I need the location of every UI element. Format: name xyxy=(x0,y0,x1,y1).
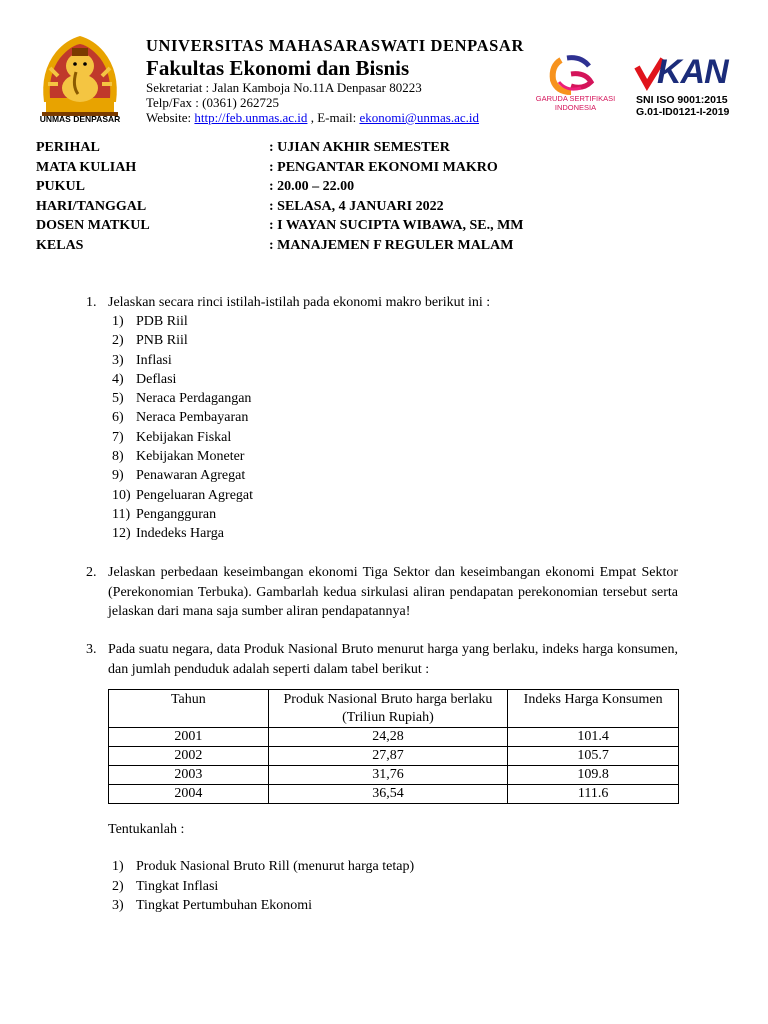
list-item-number: 12) xyxy=(112,526,131,542)
list-item xyxy=(112,896,414,916)
list-item-text: Penawaran Agregat xyxy=(136,468,246,484)
address: Sekretariat : Jalan Kamboja No.11A Denpasar 80223 xyxy=(146,80,422,95)
question-text: Jelaskan secara rinci istilah-istilah pada ekonomi makro berikut ini : xyxy=(108,295,491,310)
list-item xyxy=(112,466,253,485)
table-cell: 31,76 xyxy=(268,766,508,785)
list-item-text: Indedeks Harga xyxy=(136,526,224,542)
table-row xyxy=(109,728,679,747)
table-row xyxy=(109,747,679,766)
table-cell: 27,87 xyxy=(268,747,508,766)
website-label: Website: xyxy=(146,110,195,125)
info-row xyxy=(36,158,524,178)
column-header: Tahun xyxy=(109,690,269,728)
list-item-number: 8) xyxy=(112,449,124,465)
question-3-list xyxy=(112,857,414,916)
table-row xyxy=(109,766,679,785)
list-item-number: 2) xyxy=(112,333,124,349)
table-cell: 101.4 xyxy=(508,728,679,747)
info-label: KELAS xyxy=(36,237,84,253)
list-item-number: 4) xyxy=(112,371,124,387)
info-value: : UJIAN AKHIR SEMESTER xyxy=(269,140,450,155)
list-item xyxy=(112,524,253,543)
info-row xyxy=(36,197,524,217)
table-cell: 2001 xyxy=(109,728,269,747)
list-item xyxy=(112,486,253,505)
table-cell: 24,28 xyxy=(268,728,508,747)
list-item-text: Tingkat Inflasi xyxy=(136,878,219,894)
exam-info xyxy=(36,138,524,255)
list-item xyxy=(112,505,253,524)
list-item-number: 7) xyxy=(112,429,124,445)
list-item-number: 9) xyxy=(112,468,124,484)
question-1-list xyxy=(112,312,253,544)
info-label: MATA KULIAH xyxy=(36,159,137,175)
kan-text: KAN xyxy=(657,53,728,91)
table-cell: 2004 xyxy=(109,785,269,804)
question-text: Jelaskan perbedaan keseimbangan ekonomi Tiga Sektor dan keseimbangan ekonomi Empat Sektor (Perekonomian Terbuka). Gambarlah kedua sirkulasi aliran pendapatan perekonomian tersebut serta jelaskan dari mana saja sumber aliran pendapatannya! xyxy=(108,565,678,619)
list-item-number: 3) xyxy=(112,898,124,913)
table-header-row xyxy=(109,690,679,728)
list-item-number: 5) xyxy=(112,391,124,407)
info-value: : MANAJEMEN F REGULER MALAM xyxy=(269,237,514,253)
university-name: UNIVERSITAS MAHASARASWATI DENPASAR xyxy=(146,36,524,55)
table-cell: 111.6 xyxy=(508,785,679,804)
info-row xyxy=(36,177,524,197)
question-number: 3. xyxy=(86,642,97,657)
list-item-text: Tingkat Pertumbuhan Ekonomi xyxy=(136,898,313,913)
garuda-text xyxy=(523,94,628,112)
email-label: , E-mail: xyxy=(307,110,360,125)
list-item xyxy=(112,428,253,447)
faculty-name: Fakultas Ekonomi dan Bisnis xyxy=(146,56,410,80)
list-item-text: Pengangguran xyxy=(136,506,217,522)
list-item-number: 11) xyxy=(112,506,131,522)
list-item-text: Inflasi xyxy=(136,352,172,368)
info-row xyxy=(36,138,524,158)
contact-line xyxy=(146,110,479,126)
data-table xyxy=(108,689,679,804)
phone: Telp/Fax : (0361) 262725 xyxy=(146,95,280,110)
column-header: Produk Nasional Bruto harga berlaku (Triliun Rupiah) xyxy=(268,690,508,728)
question-text: Pada suatu negara, data Produk Nasional Bruto menurut harga yang berlaku, indeks harga konsumen, dan jumlah penduduk adalah seperti dalam tabel berikut : xyxy=(108,642,678,677)
info-label: PERIHAL xyxy=(36,140,100,155)
cert-line-2: G.01-ID0121-I-2019 xyxy=(636,106,730,118)
list-item xyxy=(112,857,414,877)
question-number: 1. xyxy=(86,295,97,310)
table-cell: 105.7 xyxy=(508,747,679,766)
cert-line-1: SNI ISO 9001:2015 xyxy=(636,94,728,106)
table-cell: 2002 xyxy=(109,747,269,766)
list-item-number: 1) xyxy=(112,314,124,329)
list-item xyxy=(112,408,253,427)
info-value: : PENGANTAR EKONOMI MAKRO xyxy=(269,159,498,175)
table-cell: 36,54 xyxy=(268,785,508,804)
info-label: HARI/TANGGAL xyxy=(36,198,147,214)
garuda-text-line-1: GARUDA SERTIFIKASI xyxy=(535,94,616,103)
column-header: Indeks Harga Konsumen xyxy=(508,690,679,728)
list-item-text: Deflasi xyxy=(136,371,177,387)
list-item xyxy=(112,312,253,331)
determine-label: Tentukanlah : xyxy=(108,822,185,837)
list-item-text: PNB Riil xyxy=(136,333,188,349)
info-row xyxy=(36,216,524,236)
table-row xyxy=(109,785,679,804)
list-item-number: 10) xyxy=(112,487,131,503)
logo-caption: UNMAS DENPASAR xyxy=(39,114,121,124)
info-value: : I WAYAN SUCIPTA WIBAWA, SE., MM xyxy=(269,218,524,233)
list-item xyxy=(112,389,253,408)
list-item-text: Produk Nasional Bruto Rill (menurut harga tetap) xyxy=(136,859,415,874)
list-item xyxy=(112,351,253,370)
email-link[interactable]: ekonomi@unmas.ac.id xyxy=(359,110,479,125)
kan-logo xyxy=(633,55,741,95)
list-item-text: Neraca Perdagangan xyxy=(136,391,252,407)
list-item-number: 6) xyxy=(112,410,124,426)
info-value: : 20.00 – 22.00 xyxy=(269,179,355,194)
list-item xyxy=(112,331,253,350)
certification-text xyxy=(636,94,729,118)
garuda-text-line-2: INDONESIA xyxy=(554,103,597,112)
info-row xyxy=(36,236,524,256)
list-item xyxy=(112,877,414,897)
list-item-number: 2) xyxy=(112,878,124,894)
list-item-text: Pengeluaran Agregat xyxy=(136,487,254,503)
list-item-number: 3) xyxy=(112,352,124,368)
list-item-text: Kebijakan Moneter xyxy=(136,449,245,465)
table-cell: 2003 xyxy=(109,766,269,785)
info-value: : SELASA, 4 JANUARI 2022 xyxy=(269,198,444,214)
website-link[interactable]: http://feb.unmas.ac.id xyxy=(194,110,308,125)
question-number: 2. xyxy=(86,565,97,580)
list-item-number: 1) xyxy=(112,859,124,874)
table-cell: 109.8 xyxy=(508,766,679,785)
list-item-text: PDB Riil xyxy=(136,314,188,329)
list-item-text: Neraca Pembayaran xyxy=(136,410,249,426)
info-label: DOSEN MATKUL xyxy=(36,218,150,233)
list-item-text: Kebijakan Fiskal xyxy=(136,429,232,445)
list-item xyxy=(112,447,253,466)
info-label: PUKUL xyxy=(36,179,85,194)
list-item xyxy=(112,370,253,389)
